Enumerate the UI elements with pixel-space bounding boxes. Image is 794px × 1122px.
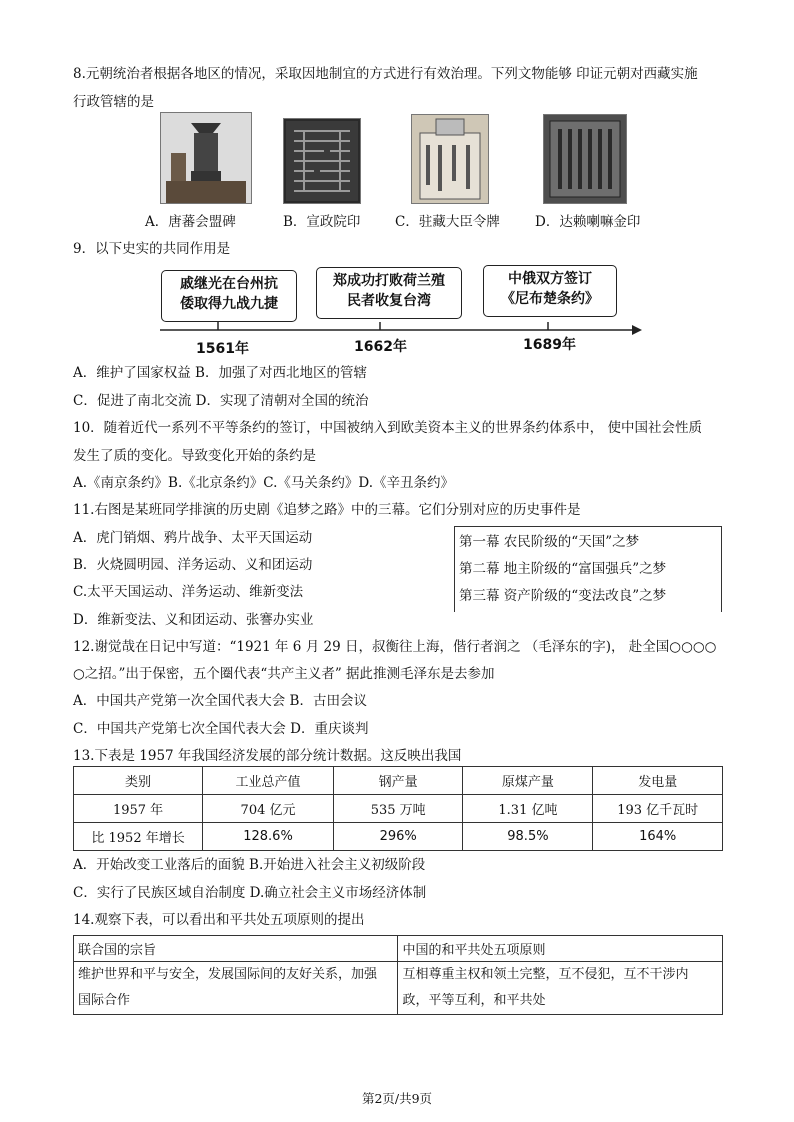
q12-stem-line2: ○之招。”出于保密，五个圈代表“共产主义者” 据此推测毛泽东是去参加 (73, 666, 495, 682)
q13-options-line1[interactable]: A．开始改变工业落后的面貌 B.开始进入社会主义初级阶段 (73, 857, 426, 873)
table-header: 钢产量 (333, 767, 463, 795)
q13-options-line2[interactable]: C．实行了民族区域自治制度 D.确立社会主义市场经济体制 (73, 885, 427, 901)
table-header: 原煤产量 (463, 767, 593, 795)
table-cell: 1957 年 (74, 795, 203, 823)
table-header: 联合国的宗旨 (74, 936, 398, 962)
table-cell: 704 亿元 (203, 795, 334, 823)
q8-option-a[interactable]: A．唐蕃会盟碑 (145, 214, 236, 230)
q10-stem-line1: 10．随着近代一系列不平等条约的签订，中国被纳入到欧美资本主义的世界条约体系中， 使中国社会性质 (73, 420, 702, 436)
q8-option-d[interactable]: D．达赖喇嘛金印 (535, 214, 641, 230)
q8-option-b[interactable]: B．宣政院印 (283, 214, 361, 230)
table-row (74, 823, 723, 851)
q10-stem-line2: 发生了质的变化。导致变化开始的条约是 (73, 448, 316, 464)
timeline-event-3 (483, 265, 617, 317)
q13-stats-table (73, 766, 723, 851)
event-3-line2: 《尼布楚条约》 (501, 291, 599, 307)
year-1689: 1689年 (523, 337, 576, 353)
table-cell: 296% (333, 823, 463, 851)
timeline-event-2 (316, 267, 462, 319)
table-cell: 1.31 亿吨 (463, 795, 593, 823)
event-2-line1: 郑成功打败荷兰殖 (333, 273, 445, 289)
five-principles-line2: 政，平等互利，和平共处 (402, 993, 546, 1008)
q11-option-d[interactable]: D．维新变法、义和团运动、张謇办实业 (73, 612, 314, 628)
q11-stem: 11.右图是某班同学排演的历史剧《追梦之路》中的三幕。它们分别对应的历史事件是 (73, 502, 581, 518)
page-number: 第2页/共9页 (361, 1091, 433, 1106)
table-header: 发电量 (593, 767, 723, 795)
table-row (74, 795, 723, 823)
timeline-event-1 (161, 270, 297, 322)
q10-options[interactable]: A.《南京条约》B.《北京条约》C.《马关条约》D.《辛丑条约》 (73, 475, 455, 491)
q11-option-a[interactable]: A．虎门销烟、鸦片战争、太平天国运动 (73, 530, 313, 546)
gold-seal-photo (543, 114, 627, 204)
stele-photo (160, 112, 252, 204)
q9-stem: 9．以下史实的共同作用是 (73, 241, 231, 257)
table-row (74, 962, 723, 1015)
year-1561: 1561年 (196, 341, 249, 357)
un-purpose-cell (74, 962, 398, 1015)
year-1662: 1662年 (354, 339, 407, 355)
act-1: 第一幕 农民阶级的“天国”之梦 (459, 534, 640, 550)
act-2: 第二幕 地主阶级的“富国强兵”之梦 (459, 561, 667, 577)
table-header: 工业总产值 (203, 767, 334, 795)
q11-option-b[interactable]: B．火烧圆明园、洋务运动、义和团运动 (73, 557, 313, 573)
act-3: 第三幕 资产阶级的“变法改良”之梦 (459, 588, 667, 604)
q12-options-line1[interactable]: A．中国共产党第一次全国代表大会 B．古田会议 (73, 693, 367, 709)
q14-stem: 14.观察下表，可以看出和平共处五项原则的提出 (73, 912, 365, 928)
event-3-line1: 中俄双方签订 (508, 271, 592, 287)
table-header: 类别 (74, 767, 203, 795)
table-cell: 193 亿千瓦时 (593, 795, 723, 823)
five-principles-line1: 互相尊重主权和领土完整，互不侵犯，互不干涉内 (402, 967, 689, 982)
event-2-line2: 民者收复台湾 (347, 293, 431, 309)
q12-stem-line1: 12.谢觉哉在日记中写道：“1921 年 6 月 29 日，叔衡往上海，偕行者润之 （毛泽东的字)， 赴全国○○○○ (73, 639, 717, 655)
table-header-row (74, 767, 723, 795)
five-principles-cell (398, 962, 723, 1015)
drama-acts-box (454, 526, 722, 612)
table-cell: 164% (593, 823, 723, 851)
event-1-line1: 戚继光在台州抗 (180, 276, 278, 292)
q12-options-line2[interactable]: C．中国共产党第七次全国代表大会 D．重庆谈判 (73, 721, 369, 737)
table-cell: 98.5% (463, 823, 593, 851)
q11-option-c[interactable]: C.太平天国运动、洋务运动、维新变法 (73, 584, 304, 600)
q9-options-line2[interactable]: C．促进了南北交流 D．实现了清朝对全国的统治 (73, 393, 369, 409)
table-header: 中国的和平共处五项原则 (398, 936, 723, 962)
table-cell: 535 万吨 (333, 795, 463, 823)
table-header-row (74, 936, 723, 962)
table-cell: 128.6% (203, 823, 334, 851)
token-photo (411, 114, 489, 204)
seal-photo (283, 118, 361, 204)
q8-stem-line2: 行政管辖的是 (73, 94, 154, 110)
un-purpose-line2: 国际合作 (78, 993, 131, 1008)
q8-option-c[interactable]: C．驻藏大臣令牌 (395, 214, 500, 230)
un-purpose-line1: 维护世界和平与安全，发展国际间的友好关系，加强 (78, 967, 378, 982)
table-cell: 比 1952 年增长 (74, 823, 203, 851)
q13-stem: 13.下表是 1957 年我国经济发展的部分统计数据。这反映出我国 (73, 748, 462, 764)
q8-stem-line1: 8.元朝统治者根据各地区的情况，采取因地制宜的方式进行有效治理。下列文物能够 印证元朝对西藏实施 (73, 66, 698, 82)
q9-options-line1[interactable]: A．维护了国家权益 B．加强了对西北地区的管辖 (73, 365, 367, 381)
event-1-line2: 倭取得九战九捷 (180, 296, 278, 312)
q14-compare-table (73, 935, 723, 1015)
